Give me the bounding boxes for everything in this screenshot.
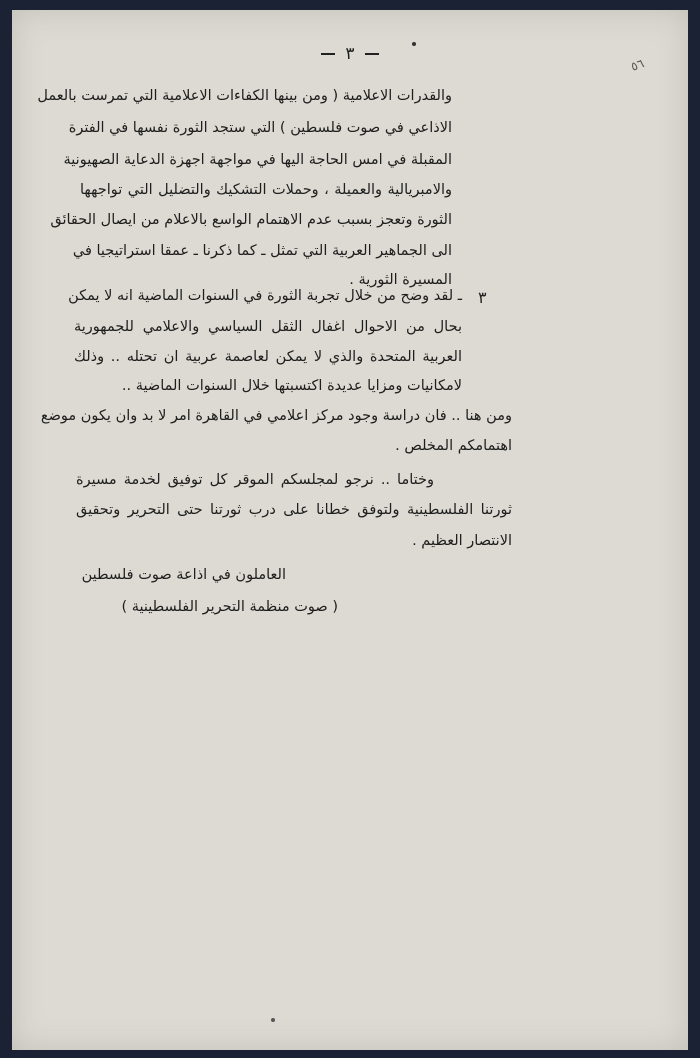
text-line: الانتصار العظيم . (412, 533, 512, 549)
text-line: ثورتنا الفلسطينية ولتوفق خطانا على درب ثورتنا حتى التحرير وتحقيق (76, 502, 512, 518)
text-line: ومن هنا .. فان دراسة وجود مركز اعلامي في القاهرة امر لا بد وان يكون موضع (40, 408, 512, 424)
text-line: والقدرات الاعلامية ( ومن بينها الكفاءات الاعلامية التي تمرست بالعمل (37, 88, 452, 104)
text-line: الثورة وتعجز بسبب عدم الاهتمام الواسع بالاعلام من ايصال الحقائق (50, 212, 452, 228)
text-line: المسيرة الثورية . (349, 272, 452, 288)
text-line: والامبريالية والعميلة ، وحملات التشكيك والتضليل التي تواجهها (80, 182, 452, 198)
corner-annotation: ٥٦ (629, 56, 647, 74)
signature-line-1: العاملون في اذاعة صوت فلسطين (81, 567, 286, 583)
text-line: لامكانيات ومزايا عديدة اكتسبتها خلال السنوات الماضية .. (121, 378, 462, 394)
document-page (12, 10, 688, 1050)
text-line: وختاما .. نرجو لمجلسكم الموقر كل توفيق لخدمة مسيرة (76, 472, 434, 488)
text-line: العربية المتحدة والذي لا يمكن لعاصمة عربية ان تحتله .. وذلك (74, 349, 462, 365)
signature-line-2: ( صوت منظمة التحرير الفلسطينية ) (121, 599, 338, 615)
text-line: المقبلة في امس الحاجة اليها في مواجهة اجهزة الدعاية الصهيونية (63, 152, 452, 168)
text-line: الاذاعي في صوت فلسطين ) التي ستجد الثورة نفسها في الفترة (68, 120, 452, 136)
text-line: الى الجماهير العربية التي تمثل ـ كما ذكرنا ـ عمقا استراتيجيا في (72, 243, 452, 259)
punch-dot (271, 1018, 275, 1022)
punch-dot (412, 42, 416, 46)
text-line: اهتمامكم المخلص . (395, 438, 512, 454)
text-line: ـ لقد وضح من خلال تجربة الثورة في السنوات الماضية انه لا يمكن (68, 288, 462, 304)
item-number: ٣ (478, 288, 487, 307)
text-line: بحال من الاحوال اغفال الثقل السياسي والاعلامي للجمهورية (74, 319, 462, 335)
page-number: ٣ (12, 44, 688, 64)
